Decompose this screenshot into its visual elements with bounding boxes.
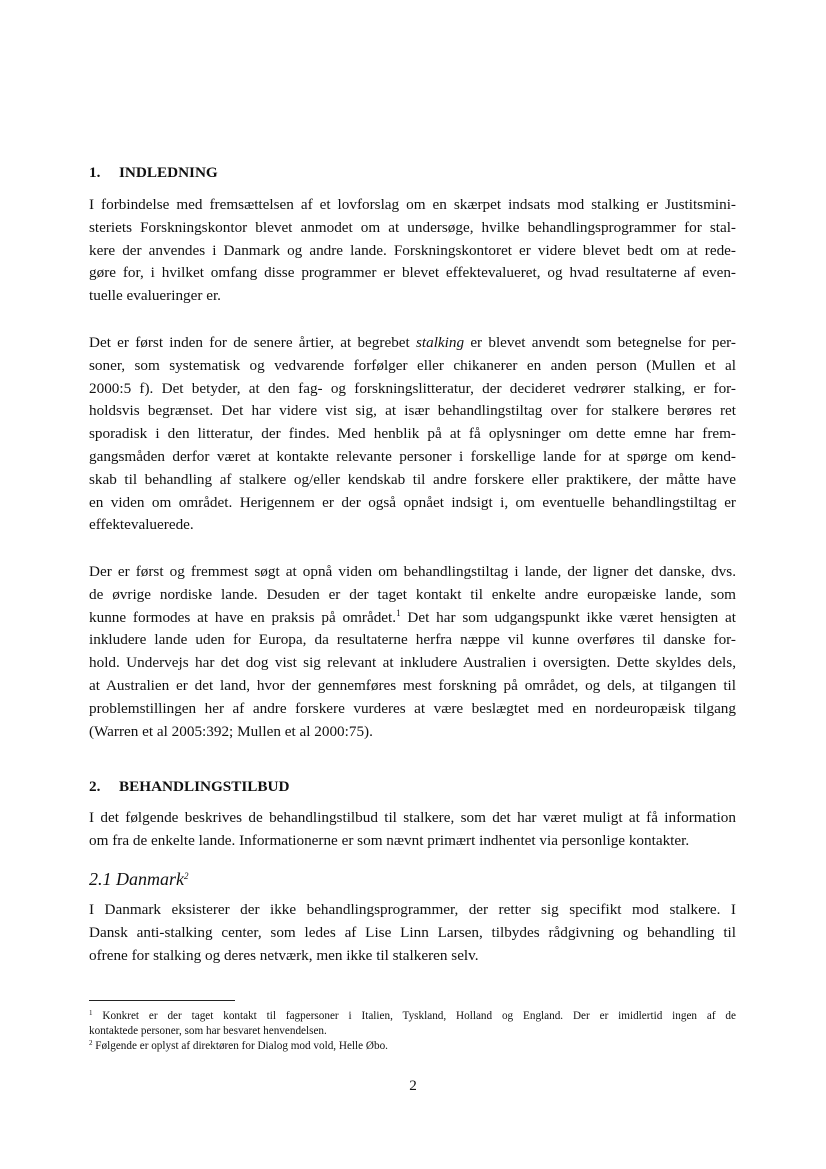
text-line: ofrene for stalking og deres netværk, men ikke til stalkeren selv. xyxy=(89,946,479,964)
footnote-ref-1[interactable]: 1 xyxy=(396,607,401,618)
footnote-number: 2 xyxy=(89,1039,93,1047)
footnote-text: Konkret er der taget kontakt til fagpersoner i Italien, Tyskland, Holland og England. Der er imidlertid ingen af de xyxy=(102,1010,736,1022)
footnote-separator xyxy=(89,1000,235,1001)
text-line xyxy=(89,607,736,630)
text-line: om fra de enkelte lande. Informationerne er som nævnt primært indhentet via personlige kontakter. xyxy=(89,831,690,849)
section-1-heading xyxy=(89,162,736,184)
text-line: (Warren et al 2005:392; Mullen et al 2000:75). xyxy=(89,722,373,740)
paragraph-stalking-definition xyxy=(89,332,736,537)
footnote-text: Følgende er oplyst af direktøren for Dialog mod vold, Helle Øbo. xyxy=(95,1040,388,1052)
text-line: en viden om området. Herigennem er der også opnået indsigt i, om eventuelle behandlingstiltag er xyxy=(89,493,736,511)
section-2-heading xyxy=(89,776,736,798)
footnote-ref-2[interactable]: 2 xyxy=(184,871,189,881)
text-line: sporadisk i den litteratur, der findes. Med henblik på at få oplysninger om dette emne har frem- xyxy=(89,425,736,443)
text-line: tuelle evalueringer er. xyxy=(89,287,221,305)
text-span: kunne formodes at have en praksis på området. xyxy=(89,608,397,626)
text-line: kere der anvendes i Danmark og andre lande. Forskningskontoret er videre blevet bedt om at rede- xyxy=(89,241,736,259)
text-line: soner, som systematisk og vedvarende forfølger eller chikanerer en anden person (Mullen et al xyxy=(89,356,736,374)
text-line: holdsvis begrænset. Det har videre vist sig, at især behandlingstiltag over for stalkere berøres ret xyxy=(89,402,736,420)
subsection-title: 2.1 Danmark xyxy=(89,869,184,889)
text-line: gøre for, i hvilket omfang disse programmer er blevet effektevalueret, og hvad resultaterne af even- xyxy=(89,264,736,282)
text-line: at Australien er det land, hvor der gennemføres mest forskning på området, og dels, at tilgangen til xyxy=(89,676,736,694)
text-line: 2000:5 f). Det betyder, at den fag- og forskningslitteratur, der decideret vedrører stalking, er for- xyxy=(89,379,736,397)
footnotes xyxy=(89,1009,736,1054)
page-number: 2 xyxy=(409,1077,417,1094)
subsection-danmark-heading xyxy=(89,867,736,891)
text-line: hold. Undervejs har det dog vist sig relevant at inkludere Australien i oversigten. Dette skyldes dels, xyxy=(89,654,736,672)
section-number: 1. xyxy=(89,164,101,181)
paragraph-behandlingstilbud xyxy=(89,807,736,853)
text-line: Der er først og fremmest søgt at opnå viden om behandlingstiltag i lande, der ligner det danske, dvs. xyxy=(89,563,736,580)
text-span: Det har som udgangspunkt ikke været hensigten at xyxy=(400,608,736,626)
paragraph-intro xyxy=(89,194,736,308)
footnote-number: 1 xyxy=(89,1009,93,1017)
text-line: I forbindelse med fremsættelsen af et lovforslag om en skærpet indsats mod stalking er Justitsmini- xyxy=(89,196,736,213)
text-line: de øvrige nordiske lande. Desuden er der taget kontakt til enkelte andre europæiske lande, som xyxy=(89,585,736,603)
footnote-1-cont: kontaktede personer, som har besvaret henvendelsen. xyxy=(89,1025,327,1037)
text-span: er blevet anvendt som betegnelse for per- xyxy=(464,334,736,351)
text-line: Dansk anti-stalking center, som ledes af Lise Linn Larsen, tilbydes rådgivning og behandling til xyxy=(89,923,736,941)
text-line: steriets Forskningskontor blevet anmodet om at undersøge, hvilke behandlingsprogrammer for stal- xyxy=(89,218,736,236)
paragraph-danmark xyxy=(89,899,736,967)
text-line: inkludere lande uden for Europa, da resultaterne herfra næppe vil kunne overføres til danske for- xyxy=(89,631,736,649)
text-span: Det er først inden for de senere årtier, at begrebet xyxy=(89,334,416,351)
footnote-1 xyxy=(89,1009,736,1024)
italic-term: stalking xyxy=(415,334,465,351)
text-line: gangsmåden derfor været at kontakte relevante personer i forskellige lande for at spørge om kend- xyxy=(89,447,736,465)
text-line: problemstillingen her af andre forskere vurderes at være beslægtet med en nordeuropæisk tilgang xyxy=(89,699,736,717)
section-title: BEHANDLINGSTILBUD xyxy=(119,778,290,795)
text-line: skab til behandling af stalkere og/eller kendskab til andre forskere eller praktikere, der måtte have xyxy=(89,470,736,488)
text-line: I Danmark eksisterer der ikke behandlingsprogrammer, der retter sig specifikt mod stalkere. I xyxy=(89,901,736,918)
text-line xyxy=(89,332,736,355)
section-number: 2. xyxy=(89,778,101,795)
footnote-2 xyxy=(89,1039,736,1054)
text-line: I det følgende beskrives de behandlingstilbud til stalkere, som det har været muligt at få information xyxy=(89,809,736,826)
text-line: effektevaluerede. xyxy=(89,516,194,534)
section-title: INDLEDNING xyxy=(119,164,218,181)
paragraph-scope xyxy=(89,561,736,743)
